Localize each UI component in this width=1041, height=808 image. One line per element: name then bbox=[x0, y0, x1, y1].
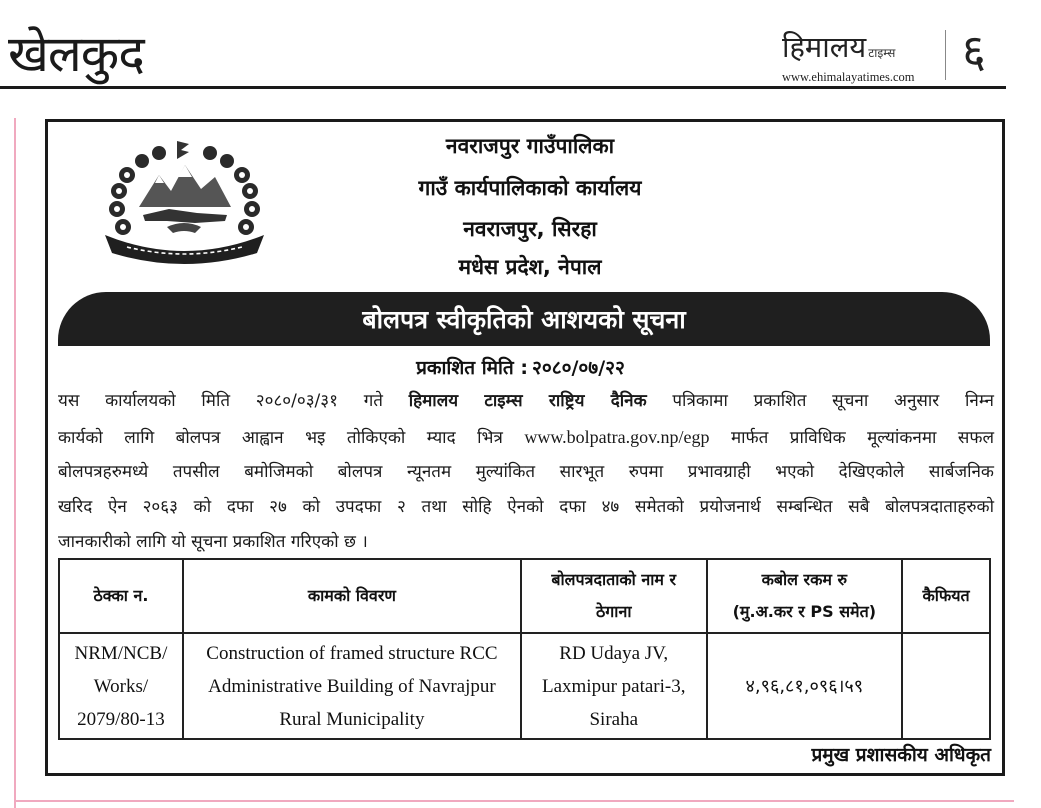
notice-title-banner: बोलपत्र स्वीकृतिको आशयको सूचना bbox=[58, 292, 990, 346]
header-amount-line: कबोल रकम रु bbox=[761, 570, 848, 589]
publication-date-value: २०८०/०७/२२ bbox=[531, 357, 625, 379]
header-bidder bbox=[521, 559, 707, 633]
egp-url: www.bolpatra.gov.np/egp bbox=[524, 427, 710, 447]
bid-table bbox=[58, 558, 991, 740]
cell-amount: ४,९६,८१,०९६।५९ bbox=[707, 633, 903, 739]
signatory-title: प्रमुख प्रशासकीय अधिकृत bbox=[811, 744, 991, 766]
cell-line: Works/ bbox=[93, 675, 149, 697]
cell-line: Administrative Building of Navrajpur bbox=[208, 675, 496, 697]
paragraph-text: मार्फत प्राविधिक मूल्यांकनमा सफल bbox=[709, 428, 994, 448]
page-guide-vertical bbox=[14, 118, 16, 808]
publication-date-label: प्रकाशित मिति : bbox=[416, 357, 528, 379]
office-address: नवराजपुर, सिरहा bbox=[463, 217, 597, 241]
notice-paragraph-line-2 bbox=[58, 420, 994, 456]
notice-paragraph-line-1 bbox=[58, 384, 994, 419]
header-work-description: कामको विवरण bbox=[183, 559, 521, 633]
cell-line: Siraha bbox=[589, 708, 639, 730]
header-rule bbox=[0, 86, 1006, 89]
cell-contract-no bbox=[59, 633, 183, 739]
cell-line: Laxmipur patari-3, bbox=[541, 675, 686, 697]
notice-paragraph-line-4: खरिद ऐन २०६३ को दफा २७ को उपदफा २ तथा सोहि ऐनको दफा ४७ समेतको प्रयोजनार्थ सम्बन्धित सबै बोलपत्रदाताहरुको bbox=[58, 497, 994, 517]
notice-paragraph-line-5: जानकारीको लागि यो सूचना प्रकाशित गरिएको छ । bbox=[58, 532, 368, 552]
notice-paragraph-line-3: बोलपत्रहरुमध्ये तपसील बमोजिमको बोलपत्र न्यूनतम मुल्यांकित सारभूत रुपमा प्रभावग्राही भएको देखिएकोले सार्बजनिक bbox=[58, 462, 994, 482]
header-remarks: कैफियत bbox=[902, 559, 990, 633]
office-province: मधेस प्रदेश, नेपाल bbox=[458, 255, 602, 279]
paragraph-text: कार्यको लागि बोलपत्र आह्वान भइ तोकिएको म्याद भित्र bbox=[58, 428, 525, 448]
paragraph-text: पत्रिकामा प्रकाशित सूचना अनुसार निम्न bbox=[646, 391, 994, 411]
cell-line: Construction of framed structure RCC bbox=[206, 642, 498, 664]
office-subtitle: गाउँ कार्यपालिकाको कार्यालय bbox=[418, 176, 642, 200]
table-row bbox=[59, 633, 990, 739]
masthead-brand bbox=[782, 30, 942, 70]
table-header-row bbox=[59, 559, 990, 633]
masthead-website: www.ehimalayatimes.com bbox=[782, 70, 915, 84]
cell-line: RD Udaya JV, bbox=[559, 642, 669, 664]
cell-remarks bbox=[902, 633, 990, 739]
office-name: नवराजपुर गाउँपालिका bbox=[445, 134, 615, 158]
masthead-divider bbox=[945, 30, 946, 80]
newspaper-name: हिमालय टाइम्स राष्ट्रिय दैनिक bbox=[408, 391, 647, 411]
cell-line: NRM/NCB/ bbox=[74, 642, 168, 664]
section-title: खेलकुद bbox=[8, 25, 144, 83]
page-number: ६ bbox=[962, 24, 986, 78]
cell-line: Rural Municipality bbox=[279, 708, 425, 730]
header-contract-no: ठेक्का न. bbox=[59, 559, 183, 633]
header-amount-line: (मु.अ.कर र PS समेत) bbox=[732, 602, 877, 621]
cell-bidder bbox=[521, 633, 707, 739]
publication-date bbox=[0, 354, 1041, 382]
brand-name: हिमालय bbox=[782, 30, 867, 64]
header-amount bbox=[707, 559, 903, 633]
paragraph-text: यस कार्यालयको मिति २०८०/०३/३१ गते bbox=[58, 391, 409, 411]
header-bidder-line: ठेगाना bbox=[596, 602, 632, 621]
cell-line: 2079/80-13 bbox=[77, 708, 165, 730]
header-bidder-line: बोलपत्रदाताको नाम र bbox=[551, 570, 677, 589]
page-guide-horizontal bbox=[14, 800, 1014, 802]
masthead-logo bbox=[782, 30, 942, 84]
cell-work-description bbox=[183, 633, 521, 739]
brand-suffix: टाइम्स bbox=[868, 46, 896, 60]
